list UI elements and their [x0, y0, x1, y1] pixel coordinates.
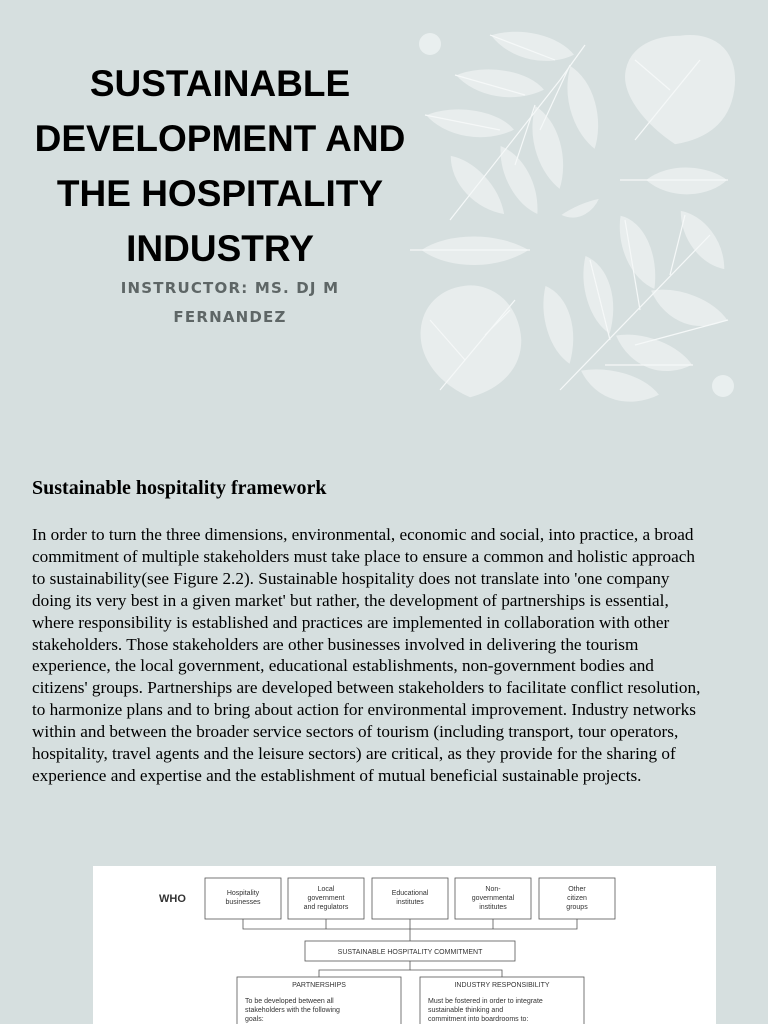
stakeholder-line: groups — [566, 904, 588, 911]
stakeholder-line: businesses — [225, 899, 261, 906]
title-line: INDUSTRY — [126, 228, 314, 269]
responsibility-title: INDUSTRY RESPONSIBILITY — [454, 982, 550, 989]
stakeholder-line: citizen — [567, 895, 587, 902]
stakeholder-line: and regulators — [303, 904, 349, 911]
partnerships-text: stakeholders with the following — [245, 1007, 340, 1014]
title-line: THE HOSPITALITY — [56, 173, 384, 214]
cover-section — [0, 0, 768, 430]
stakeholder-line: institutes — [479, 904, 507, 911]
section-paragraph: In order to turn the three dimensions, environmental, economic and social, into practice, a broad commitment of multiple stakeholders must take place to ensure a common and holistic approach to sustainability(see Figure 2.2). Sustainable hospitality does not translate into 'one company doing its very best in a given market' but rather, the development of partnerships is essential, where responsibility is established and practices are implemented in collaboration with other stakeholders. Those stakeholders are other businesses involved in delivering the tourism experience, the local government, educational establishments, non-government bodies and citizens' groups. Partnerships are developed between stakeholders to facilitate conflict resolution, to harmonize plans and to bring about action for environmental improvement. Industry networks within and between the broader service sectors of tourism (including transport, tour operators, hospitality, travel agents and the leisure sectors) are critical, as they provide for the sharing of experience and expertise and the establishment of mutual beneficial sustainable projects. — [32, 525, 701, 785]
partnerships-text: To be developed between all — [245, 998, 334, 1005]
stakeholder-line: Non- — [485, 886, 501, 893]
stakeholder-line: Hospitality — [226, 890, 260, 897]
partnerships-text: goals: — [245, 1016, 264, 1023]
stakeholder-line: institutes — [396, 899, 424, 906]
stakeholder-line: Other — [568, 886, 586, 893]
who-label: WHO — [159, 893, 186, 905]
title-line: DEVELOPMENT AND — [34, 118, 406, 159]
instructor-line: INSTRUCTOR: MS. DJ M — [120, 279, 340, 297]
stakeholder-line: governmental — [471, 895, 515, 902]
page-title — [10, 56, 430, 276]
instructor-credit — [95, 274, 365, 332]
responsibility-text: commitment into boardrooms to: — [428, 1016, 529, 1023]
framework-figure — [93, 866, 716, 1024]
responsibility-text: sustainable thinking and — [428, 1007, 504, 1014]
leaves-illustration — [410, 20, 760, 420]
title-line: SUSTAINABLE — [89, 63, 351, 104]
commitment-label: SUSTAINABLE HOSPITALITY COMMITMENT — [337, 949, 483, 956]
instructor-line: FERNANDEZ — [173, 308, 287, 326]
framework-diagram — [93, 866, 716, 1024]
stakeholder-line: Educational — [391, 890, 429, 897]
stakeholder-line: Local — [317, 886, 335, 893]
partnerships-title: PARTNERSHIPS — [292, 982, 346, 989]
stakeholder-line: government — [307, 895, 345, 902]
section-heading: Sustainable hospitality framework — [32, 477, 327, 499]
responsibility-text: Must be fostered in order to integrate — [428, 998, 543, 1005]
